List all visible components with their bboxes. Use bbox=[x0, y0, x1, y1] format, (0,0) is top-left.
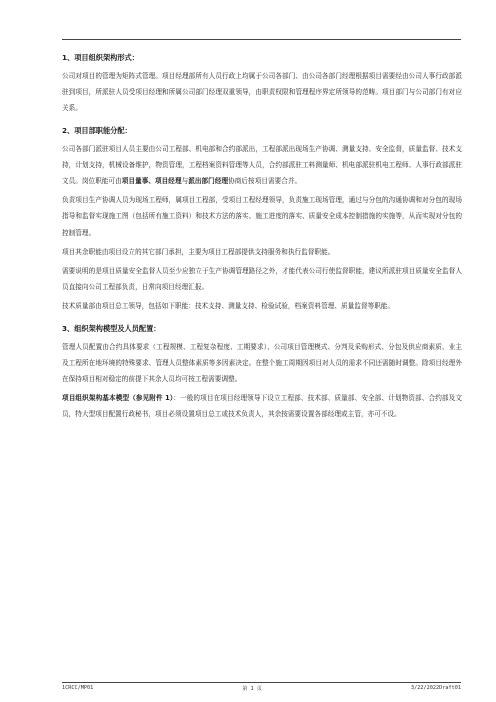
bold-text-run: 项目量事、项目经理 bbox=[121, 177, 182, 186]
text-run: ：一般的项目在项目经理领导下设立工程部、技术部、质量部、安全部、计划物资部、合约部及文员，特大型项目配置行政秘书，项目必须设置项目总工或技术负责人，其余按需要设置各部经理或主管，亦可不设。 bbox=[62, 394, 462, 419]
bold-text-run: 派出部门经理 bbox=[188, 177, 229, 186]
section-3-paragraph-2 bbox=[62, 390, 462, 422]
footer-page-number: 第 1 页 bbox=[242, 686, 262, 692]
section-1-title: 1、项目组织架构形式： bbox=[62, 53, 139, 62]
document-body bbox=[62, 44, 462, 426]
section-2-paragraph-2: 负责项目生产协调人员为现场工程师，属项目工程部，受项目工程经理领导，负责施工现场管理，通过与分包的沟通协调和对分包的现场指导和监督实现施工图（包括所有施工资料）和技术方法的落实、施工进度的落实、质量安全成本控制措施的实施等，从而实现对分包的控制管理。 bbox=[62, 196, 462, 237]
section-2-paragraph-3: 项目其余职能由项目设立的其它部门承担，主要为项目工程部提供支持服务和执行监督职能。 bbox=[62, 247, 335, 256]
text-run: 与 bbox=[181, 177, 189, 186]
text-run: 公司各部门派驻项目人员主要由公司工程部、机电部和合约部派出，工程部派出现场生产协调、测量支持、安全监督，质量监督、技术支持，计划支持，机械设备维护，物资管理，工程档案资料管理等人员，合约部派驻工料测量师、机电部派驻机电工程师、人事行政部派驻文员。岗位职能可由 bbox=[62, 144, 462, 186]
page-footer bbox=[62, 685, 461, 692]
section-3-paragraph-1: 管理人员配置由合约具体要求（工程规模、工程复杂程度、工期要求）、公司项目管理模式、分判及采购形式、分包及供应商素质、业主及工程所在地环境的特殊要求、管理人员整体素质等多因素决定。在整个施工周期因项目对人员的需求不同还需随时调整。除项目经理外在保持项目相对稳定的前提下其余人员均可按工程需要调整。 bbox=[62, 342, 462, 384]
bold-text-run: 项目组织架构基本模型（参见附件 1） bbox=[62, 394, 174, 403]
footer-date-version: 3/22/2022Draft01 bbox=[411, 685, 461, 691]
section-2-paragraph-1 bbox=[62, 141, 462, 190]
footer-rule bbox=[62, 682, 461, 683]
section-1-paragraph: 公司对项目的管理为矩阵式管理。项目经理部所有人员行政上均属于公司各部门、由公司各部门经理根据项目需要经由公司人事行政部派驻到项目，所派驻人员受项目经理和所属公司部门经理双重领导，由职责权限和管理程序界定所领导的范畴。项目部门与公司部门有对应关系。 bbox=[62, 72, 462, 113]
section-2-paragraph-5: 技术质量部由项目总工领导，包括如下职能：技术支持、测量支持、检验试验，档案资料管理、质量监督等职能。 bbox=[62, 302, 395, 311]
header-rule bbox=[62, 39, 461, 40]
footer-doc-code: 1CRCC/MP01 bbox=[62, 685, 94, 691]
section-3-title: 3、组织架构模型及人员配置： bbox=[62, 323, 161, 333]
section-2-paragraph-4: 需要说明的是项目质量安全监督人员至少应独立于生产协调管理路径之外，才能代表公司行使监督职能，建议所派驻项目质量安全监督人员直接向公司工程部负责，日常向项目经理汇报。 bbox=[62, 267, 462, 292]
text-run: 协商后按项目需要合并。 bbox=[228, 177, 302, 186]
section-2-title: 2、项目部职能分配： bbox=[62, 125, 132, 135]
